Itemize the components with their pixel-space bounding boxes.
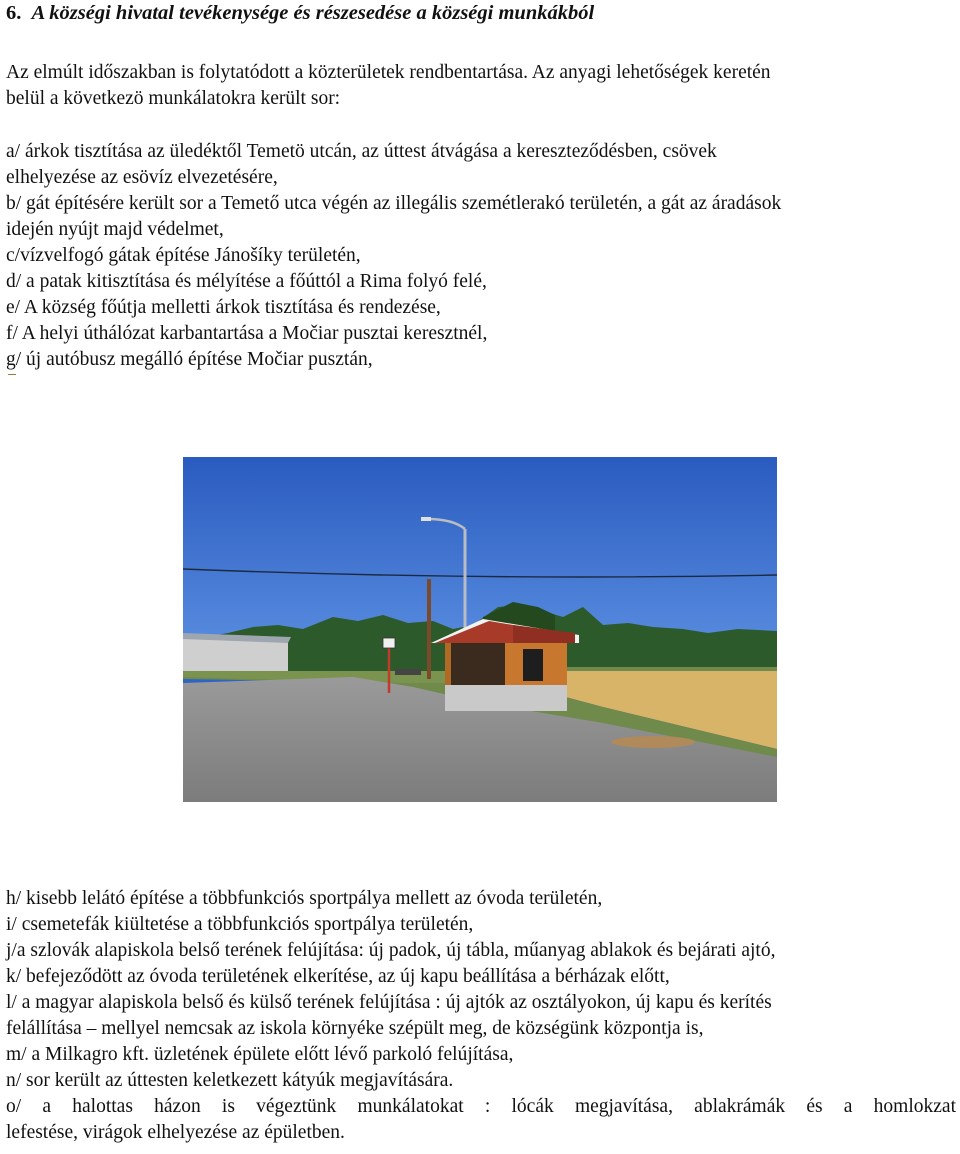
list-item: f/ A helyi úthálózat karbantartása a Močiar pusztai keresztnél, [6, 323, 488, 344]
lamp-head [421, 517, 431, 521]
work-list-bottom [6, 886, 956, 1146]
shelter-window [523, 649, 543, 681]
list-item: idején nyújt majd védelmet, [6, 219, 224, 240]
list-item: c/vízvelfogó gátak építése Jánošíky területén, [6, 245, 361, 266]
list-item: felállítása – mellyel nemcsak az iskola környéke szépült meg, de községünk központja is, [6, 1018, 704, 1039]
bus-stop-sign [383, 638, 395, 648]
underscore-mark [8, 373, 16, 375]
bus-stop-illustration [183, 457, 777, 802]
list-item: b/ gát építésére került sor a Temető utca végén az illegális szemétlerakó területén, a gát az áradások [6, 193, 782, 214]
list-item: j/a szlovák alapiskola belső terének felújítása: új padok, új tábla, műanyag ablakok és bejárati ajtó, [6, 940, 776, 961]
list-item: e/ A község főútja melletti árkok tisztítása és rendezése, [6, 297, 441, 318]
list-item: m/ a Milkagro kft. üzletének épülete előtt lévő parkoló felújítása, [6, 1044, 514, 1065]
intro-line: belül a következö munkálatokra került sor: [6, 88, 341, 109]
shelter-interior [445, 643, 505, 685]
list-item: d/ a patak kitisztítása és mélyítése a főúttól a Rima folyó felé, [6, 271, 487, 292]
list-item: n/ sor került az úttesten keletkezett kátyúk megjavítására. [6, 1070, 454, 1091]
list-item: lefestése, virágok elhelyezése az épületben. [6, 1122, 345, 1143]
list-item: k/ befejeződött az óvoda területének elkerítése, az új kapu beállítása a bérházak előtt, [6, 966, 670, 987]
dirt-pile [611, 736, 695, 748]
section-heading [6, 0, 594, 26]
list-item: h/ kisebb lelátó építése a többfunkciós sportpálya mellett az óvoda területén, [6, 888, 603, 909]
section-number: 6. [6, 2, 22, 24]
section-title: A községi hivatal tevékenysége és részesedése a községi munkákból [31, 2, 595, 24]
work-list-top [6, 139, 956, 375]
shelter-post [445, 643, 451, 685]
intro-paragraph [6, 60, 956, 112]
bench [395, 669, 421, 675]
list-item: a/ árkok tisztítása az üledéktől Temetö utcán, az úttest átvágása a kereszteződésben, csövek [6, 141, 717, 162]
list-item: i/ csemetefák kiültetése a többfunkciós sportpálya területén, [6, 914, 474, 935]
list-item-text: g/ új autóbusz megálló építése Močiar pusztán, [6, 349, 373, 370]
barn [183, 637, 288, 673]
list-item [6, 347, 956, 375]
intro-line: Az elmúlt időszakban is folytatódott a közterületek rendbentartása. Az anyagi lehetőségek keretén [6, 62, 771, 83]
bus-stop-photo [183, 457, 777, 802]
list-item: elhelyezése az esövíz elvezetésére, [6, 167, 278, 188]
list-item: o/ a halottas házon is végeztünk munkálatokat : lócák megjavítása, ablakrámák és a homlokzat [6, 1096, 956, 1117]
shelter-base [445, 685, 567, 711]
list-item: l/ a magyar alapiskola belső és külső terének felújítása : új ajtók az osztályokon, új kapu és kerítés [6, 992, 772, 1013]
